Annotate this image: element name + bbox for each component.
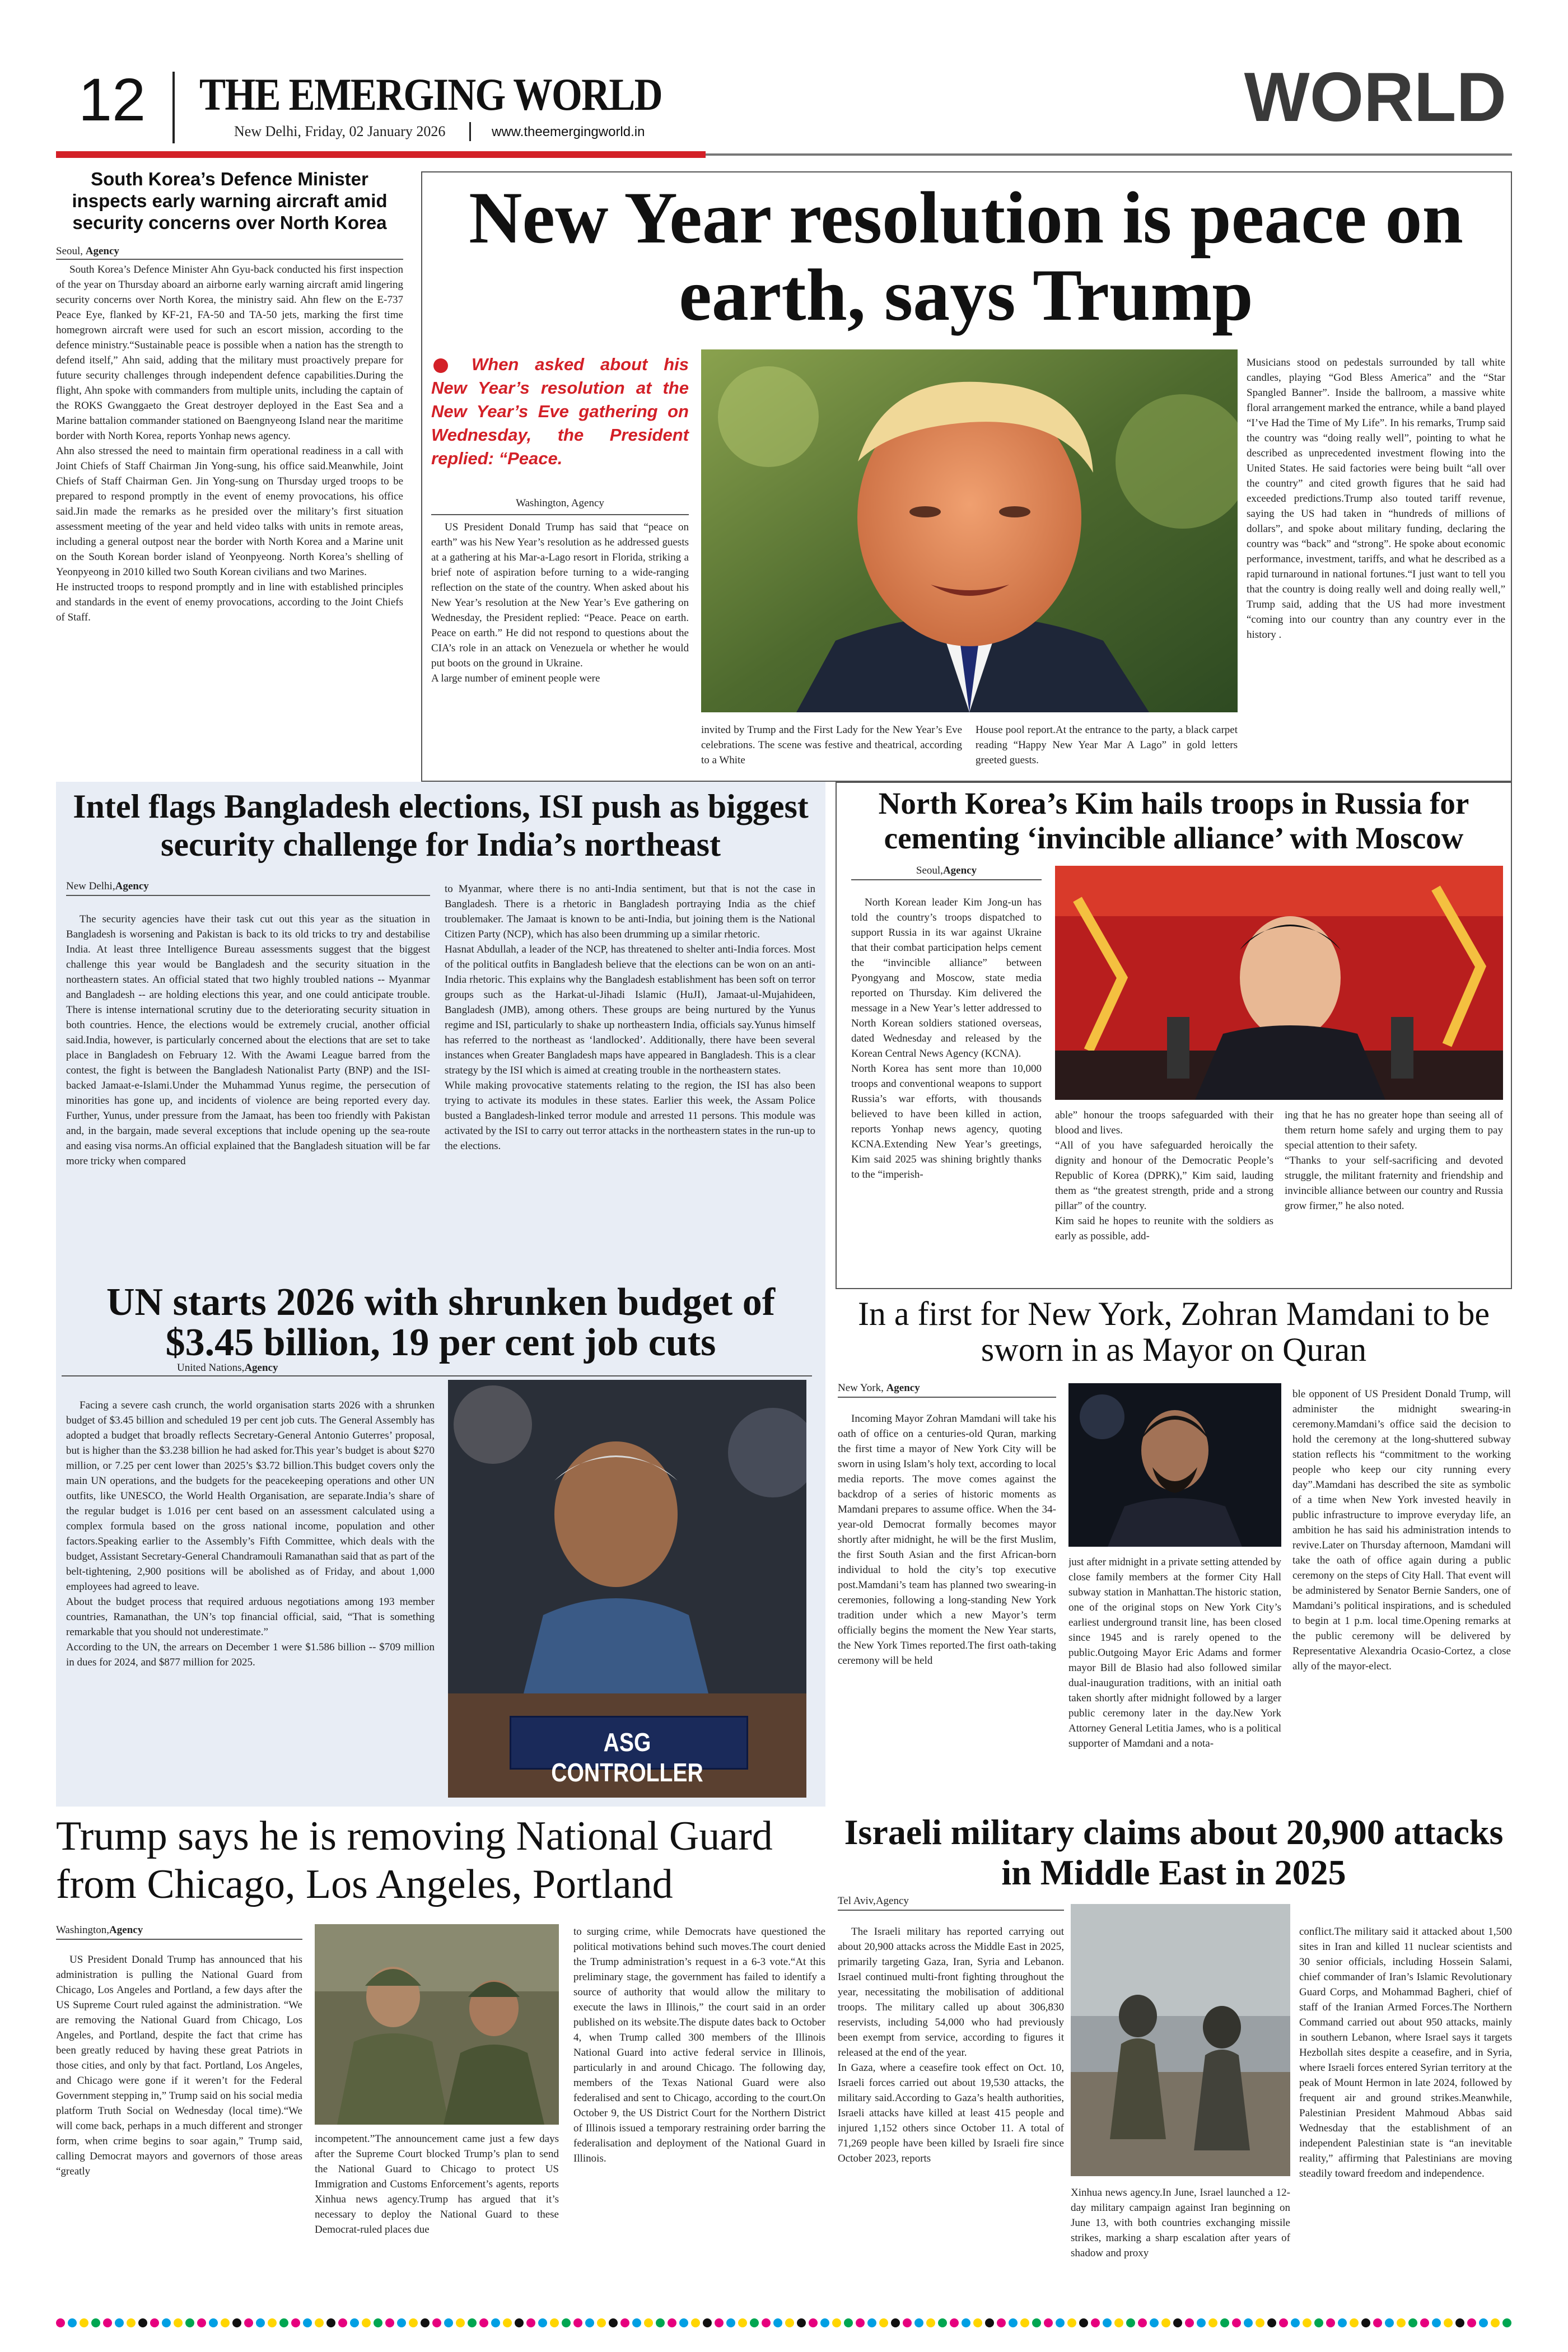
footer-dot xyxy=(1444,2318,1453,2327)
dateline-place: Seoul, xyxy=(916,865,943,876)
footer-dot xyxy=(1091,2318,1100,2327)
footer-dot xyxy=(1361,2318,1370,2327)
lead-body-col4: Musicians stood on pedestals surrounded by tall white candles, playing “God Bless America” and the “Star Spangled Banner”. Inside the ballroom, a massive white floral arrangement marked the entrance, while a band played “I’ve Had the Time of My Life”. In his remarks, Trump said the country was “doing really well”, pointing to what he described as unprecedented investment flowing into the United States. He said factories were being built “all over the country” and cited growth figures that he said had exceeded predictions.Trump also touted tariff revenue, saying the US had taken in “hundreds of millions of dollars”, and spoke about military funding, declaring the country was “back” and “strong”. He spoke about economic performance, investment, tariffs, and what he described as a rapid turnaround in national fortunes.“I just want to tell you that the country is doing really well and doing really well,” Trump said, adding that the US had more investment “coming into our country than any country ever in the history . xyxy=(1247,357,1505,641)
footer-dot xyxy=(832,2318,841,2327)
footer-dot xyxy=(797,2318,806,2327)
footer-dot xyxy=(1126,2318,1135,2327)
footer-dot xyxy=(1303,2318,1312,2327)
dateline-place: United Nations, xyxy=(177,1362,245,1374)
footer-dot xyxy=(221,2318,230,2327)
dateline-agency: Agency xyxy=(115,880,149,892)
footer-dot xyxy=(526,2318,535,2327)
footer-dot xyxy=(315,2318,324,2327)
guard-headline: Trump says he is removing National Guard from Chicago, Los Angeles, Portland xyxy=(56,1813,773,1907)
footer-dot xyxy=(515,2318,524,2327)
footer-dot xyxy=(374,2318,382,2327)
dateline-place: Seoul, xyxy=(56,245,83,257)
guard-body-col1: US President Donald Trump has announced that his administration is pulling the National Guard from Chicago, Los Angeles and Portland, a few days after the US Supreme Court ruled against the administration. “We are removing the National Guard from Chicago, Los Angeles, and Portland, despite the fact that crime has been greatly reduced by having these great Patriots in those cities, and only by that fact. Portland, Los Angeles, and Chicago were gone if it weren’t for the Federal Government stepping in,” Trump said on his social media platform Truth Social on Wednesday (local time).“We will come back, perhaps in a much different and stronger form, when crime begins to soar again,” Trump said, calling Democrat mayors and governors of those areas “greatly xyxy=(56,1954,302,2177)
footer-dot xyxy=(903,2318,912,2327)
dateline-place: Washington, xyxy=(56,1924,110,1936)
footer-dot xyxy=(91,2318,100,2327)
footer-dot xyxy=(914,2318,923,2327)
footer-dot xyxy=(115,2318,124,2327)
kim-dateline-rule xyxy=(851,879,1042,880)
footer-dot xyxy=(538,2318,547,2327)
footer-dot xyxy=(973,2318,982,2327)
footer-dot xyxy=(491,2318,500,2327)
footer-dot xyxy=(362,2318,371,2327)
footer-dot xyxy=(1279,2318,1288,2327)
dateline-place: Tel Aviv, xyxy=(838,1895,876,1907)
footer-dot xyxy=(256,2318,265,2327)
footer-dot xyxy=(1044,2318,1053,2327)
guard-soldiers-image xyxy=(315,1924,559,2125)
footer-dot xyxy=(844,2318,853,2327)
masthead-grey-rule xyxy=(706,153,1512,156)
footer-dot xyxy=(127,2318,136,2327)
page-number: 12 xyxy=(78,66,146,133)
korea-defence-headline: South Korea’s Defence Minister inspects early warning aircraft amid security concerns over North Korea xyxy=(72,169,388,233)
kim-image xyxy=(1055,866,1503,1100)
un-nameplate-caption: ASG CONTROLLER xyxy=(551,1728,703,1787)
masthead-red-bar xyxy=(56,151,706,158)
korea-defence-dateline xyxy=(56,245,119,258)
footer-dot xyxy=(656,2318,665,2327)
footer-dot xyxy=(773,2318,782,2327)
kim-headline: North Korea’s Kim hails troops in Russia for cementing ‘invincible alliance’ with Moscow xyxy=(878,786,1469,855)
mamdani-photo xyxy=(1068,1383,1281,1547)
footer-dot xyxy=(479,2318,488,2327)
footer-dot xyxy=(609,2318,618,2327)
footer-dot xyxy=(938,2318,947,2327)
date-divider xyxy=(469,122,471,141)
footer-dot xyxy=(985,2318,994,2327)
footer-dot xyxy=(456,2318,465,2327)
footer-dot xyxy=(1420,2318,1429,2327)
israel-dateline-rule xyxy=(838,1910,1064,1911)
footer-dot xyxy=(68,2318,77,2327)
footer-dot xyxy=(291,2318,300,2327)
dateline-agency: Agency xyxy=(942,865,977,876)
footer-dot xyxy=(668,2318,676,2327)
footer-dot xyxy=(1350,2318,1359,2327)
lead-body-col1: US President Donald Trump has said that “peace on earth” was his New Year’s resolution as he addressed guests at a gathering at his Mar-a-Lago resort in Florida, striking a brief note of aspiration before turning to a wide-ranging reflection on the state of the country. When asked about his New Year’s resolution at the New Year’s Eve gathering on Wednesday, the President replied: “Peace. Peace on earth. Peace on earth.” He did not respond to questions about the CIA’s role in an attack on Venezuela or whether he would put boots on the ground in Ukraine. A large number of eminent people were xyxy=(431,521,689,684)
footer-dot xyxy=(1467,2318,1476,2327)
footer-dot xyxy=(1267,2318,1276,2327)
footer-dot-strip xyxy=(56,2318,1512,2332)
lead-dateline: Washington, Agency xyxy=(516,497,604,509)
footer-dot xyxy=(762,2318,771,2327)
footer-dot xyxy=(162,2318,171,2327)
footer-dot xyxy=(1056,2318,1065,2327)
footer-dot xyxy=(1161,2318,1170,2327)
mamdani-body-col3: ble opponent of US President Donald Trump, will administer the midnight swearing-in ceremony.Mamdani’s office said the decision to hold the ceremony at the long-shuttered subway station reflects his “commitment to the working people who keep our city running every day”.Mamdani has described the site as symbolic of a time when New York invested heavily in public infrastructure to improve everyday life, an ambition he has said his administration intends to revive.Later on Thursday afternoon, Mamdani will take the oath of office again during a public ceremony on the steps of City Hall. That event will be administered by Senator Bernie Sanders, one of Mamdani’s political inspirations, and is scheduled to begin at 1 p.m. local time.Opening remarks at the public ceremony will be delivered by Representative Alexandria Ocasio-Cortez, a close ally of the mayor-elect. xyxy=(1292,1388,1511,1672)
footer-dot xyxy=(679,2318,688,2327)
mamdani-headline: In a first for New York, Zohran Mamdani to be sworn in as Mayor on Quran xyxy=(857,1295,1490,1368)
bangladesh-dateline xyxy=(66,880,149,893)
footer-dot xyxy=(950,2318,959,2327)
israel-body-col3: conflict.The military said it attacked about 1,500 sites in Iran and killed 11 nuclear scientists and 30 senior officials, including Hossein Salami, chief commander of Iran’s Islamic Revolutionary Guard Corps, and Mohammad Bagheri, chief of staff of the Iranian Armed Forces.The Northern Command carried out about 950 attacks, mainly in southern Lebanon, where Israel says it targets Hezbollah sites despite a ceasefire, and in Syria, where Israeli forces entered Syrian territory at the peak of Mount Hermon in late 2024, followed by frequent air and ground strikes.Meanwhile, Palestinian President Mahmoud Abbas said Wednesday that the establishment of an independent Palestinian state is “an inevitable reality,” affirming that Palestinians are moving steadily toward freedom and independence. xyxy=(1299,1926,1512,2180)
footer-dot xyxy=(1314,2318,1323,2327)
israel-body-col1: The Israeli military has reported carrying out about 20,900 attacks across the Middle East in 2025, primarily targeting Gaza, Iran, Syria and Lebanon. Israel continued multi-front fighting throughout the year, necessitating the mobilisation of additional troops. The military called up about 306,830 reservists, including 54,000 who had previously been exempt from service, according to figures it released at the end of the year. In Gaza, where a ceasefire took effect on Oct. 10, Israeli forces carried out about 19,530 attacks, the military said.According to Gaza’s health authorities, Israeli attacks have killed at least 415 people and injured 1,152 others since October 11. A total of 71,269 people have been killed by Israeli fire since October 2023, reports xyxy=(838,1926,1064,2164)
mamdani-body-col2: just after midnight in a private setting attended by close family members at the former City Hall subway station in Manhattan.The historic station, one of the original stops on New York City’s earliest underground transit line, has been closed since 1945 and is rarely opened to the public.Outgoing Mayor Eric Adams and former mayor Bill de Blasio had also followed similar dual-inauguration traditions, with an initial oath taken shortly after midnight followed by a larger public ceremony later in the day.New York Attorney General Letitia James, who is a political supporter of Mamdani and a nota- xyxy=(1068,1556,1281,1749)
footer-dot xyxy=(103,2318,112,2327)
footer-dot xyxy=(585,2318,594,2327)
footer-dot xyxy=(209,2318,218,2327)
guard-dateline-rule xyxy=(56,1939,302,1940)
un-dateline xyxy=(177,1362,278,1374)
masthead-divider xyxy=(172,72,175,143)
kim-body-col3: ing that he has no greater hope than seeing all of them return home safely and urging them to pay special attention to their safety. “Thanks to your self-sacrificing and devoted struggle, the militant fraternity and friendship and invincible alliance between our country and Russia grow firmer,” he also noted. xyxy=(1285,1109,1503,1212)
kim-dateline xyxy=(851,865,1042,877)
footer-dot xyxy=(738,2318,747,2327)
footer-dot xyxy=(962,2318,970,2327)
dateline-agency: Agency xyxy=(85,245,119,257)
footer-dot xyxy=(715,2318,724,2327)
footer-dot xyxy=(1256,2318,1264,2327)
un-dateline-rule xyxy=(62,1375,812,1376)
footer-dot xyxy=(397,2318,406,2327)
footer-dot xyxy=(1408,2318,1417,2327)
korea-defence-rule xyxy=(56,259,403,260)
dateline-agency: Agency xyxy=(109,1924,143,1936)
footer-dot xyxy=(550,2318,559,2327)
footer-dot xyxy=(1244,2318,1253,2327)
section-label: WORLD xyxy=(1244,59,1506,136)
footer-dot xyxy=(620,2318,629,2327)
footer-dot xyxy=(1032,2318,1041,2327)
footer-dot xyxy=(1103,2318,1112,2327)
kim-body-col1: North Korean leader Kim Jong-un has told the country’s troops dispatched to support Russia in its war against Ukraine that their combat participation helps cement the “invincible alliance” between Pyongyang and Moscow, state media reported on Thursday. Kim delivered the message in a New Year’s letter addressed to North Korean soldiers stationed overseas, dated Wednesday and released by the Korean Central News Agency (KCNA). North Korea has sent more than 10,000 troops and conventional weapons to support Russia’s war efforts, with thousands believed to have been killed in action, reports Yonhap news agency, quoting KCNA.Extending New Year’s greetings, Kim said 2025 was shining brightly thanks to the “imperish- xyxy=(851,897,1042,1180)
israel-body-col2: Xinhua news agency.In June, Israel launched a 12-day military campaign against Iran beginning on June 13, with both countries exchanging missile strikes, marking a sharp escalation after years of shadow and proxy xyxy=(1071,2187,1290,2259)
footer-dot xyxy=(1079,2318,1088,2327)
footer-dot xyxy=(444,2318,453,2327)
footer-dot xyxy=(1220,2318,1229,2327)
footer-dot xyxy=(385,2318,394,2327)
footer-dot xyxy=(703,2318,712,2327)
footer-dot xyxy=(1020,2318,1029,2327)
footer-dot xyxy=(1009,2318,1018,2327)
footer-dot xyxy=(997,2318,1006,2327)
footer-dot xyxy=(632,2318,641,2327)
footer-dot xyxy=(820,2318,829,2327)
footer-dot xyxy=(1067,2318,1076,2327)
footer-dot xyxy=(326,2318,335,2327)
footer-dot xyxy=(174,2318,183,2327)
lead-body-col2: invited by Trump and the First Lady for the New Year’s Eve celebrations. The scene was festive and theatrical, according to a White xyxy=(701,724,962,766)
bangladesh-body-col2: to Myanmar, where there is no anti-India sentiment, but that is not the case in Bangladesh. There is a rhetoric in Bangladesh portraying India as the chief troublemaker. The Jamaat is known to be anti-India, but joining them is the National Citizen Party (NCP), which has also been drumming up a similar rhetoric. Hasnat Abdullah, a leader of the NCP, has threatened to shelter anti-India forces. Most of the political outfits in Bangladesh believe that the elections can be won on an anti-India rhetoric. This explains why the Bangladesh establishment has been soft on terror groups such as the Harkat-ul-Jihadi Islamic (HuJI), Jamaat-ul-Mujahideen, Bangladesh (JMB), among others. These groups are being nurtured by the Yunus regime and ISI, particularly to shake up northeastern India, officials say.Yunus himself has referred to the northeast as ‘landlocked’. Additionally, there have been several instances when Greater Bangladesh maps have appeared in Bangladesh. This is a clear strategy by the ISI which is aimed at creating trouble in the northeastern states. While making provocative statements relating to the region, the ISI has also been trying to activate its modules in these states. Earlier this week, the Assam Police busted a Bangladesh-linked terror module and arrested 11 persons. This module was activated by the ISI to carry out terror attacks in the northeastern states in the run-up to the elections. xyxy=(445,883,815,1152)
footer-dot xyxy=(750,2318,759,2327)
website-link[interactable]: www.theemergingworld.in xyxy=(492,124,645,139)
guard-photo xyxy=(315,1924,559,2125)
footer-dot xyxy=(338,2318,347,2327)
footer-dot xyxy=(409,2318,418,2327)
footer-dot xyxy=(1385,2318,1394,2327)
footer-dot xyxy=(1338,2318,1347,2327)
footer-dot xyxy=(785,2318,794,2327)
footer-dot xyxy=(80,2318,88,2327)
un-photo xyxy=(448,1380,806,1798)
un-body: Facing a severe cash crunch, the world organisation starts 2026 with a shrunken budget of $3.45 billion and scheduled 19 per cent job cuts. The General Assembly has adopted a budget that broadly reflects Secretary-General Antonio Guterres’ proposal, but is higher than the $3.238 billion he had asked for.This year’s budget is about $270 million, or 7.25 per cent lower than 2025’s $3.72 billion.This budget covers only the main UN operations, and the budgets for the peacekeeping operations and other UN outfits, like UNESCO, the World Health Organisation, are separate.India’s share of the regular budget is 1.016 per cent based on an assessment calculated using a complex formula based on the gross national income, population and other factors.Speaking earlier to the Assembly’s Fifth Committee, which deals with the budget, Assistant Secretary-General Chandramouli Ramanathan said that as part of the belt-tightening, 2,900 positions will be abolished as of Friday, and about 1,000 employees had agreed to leave. About the budget process that required arduous negotiations among 193 member countries, Ramanathan, the UN’s top financial official, said, “That is something remarkable that you should not underestimate.” According to the UN, the arrears on December 1 were $1.586 billion -- $709 million in dues for 2024, and $877 million for 2025. xyxy=(66,1399,435,1668)
footer-dot xyxy=(185,2318,194,2327)
dateline-agency: Agency xyxy=(875,1895,909,1907)
lead-body-col3: House pool report.At the entrance to the party, a black carpet reading “Happy New Year Mar A Lago” in gold letters greeted guests. xyxy=(976,724,1238,766)
footer-dot xyxy=(1455,2318,1464,2327)
footer-dot xyxy=(56,2318,65,2327)
lead-headline: New Year resolution is peace on earth, says Trump xyxy=(469,176,1463,336)
footer-dot xyxy=(1173,2318,1182,2327)
footer-dot xyxy=(1479,2318,1488,2327)
footer-dot xyxy=(644,2318,653,2327)
footer-dot xyxy=(867,2318,876,2327)
issue-date: New Delhi, Friday, 02 January 2026 xyxy=(234,123,446,139)
paper-name: THE EMERGING WORLD xyxy=(199,69,662,120)
footer-dot xyxy=(691,2318,700,2327)
guard-body-col3: to surging crime, while Democrats have questioned the political motivations behind such moves.The court denied the Trump administration’s request in a 6-3 vote.“At this preliminary stage, the government has failed to identify a source of authority that would allow the military to execute the laws in Illinois,” the court said in an order published on its website.The dispute dates back to October 4, when Trump called 300 members of the Illinois National Guard into active federal service in Illinois, particularly in and around Chicago. The following day, members of the Texas National Guard were also federalised and sent to Chicago, according to the court.On October 9, the US District Court for the Northern District of Illinois issued a temporary restraining order barring the federalisation and deployment of the National Guard in Illinois. xyxy=(573,1926,825,2164)
footer-dot xyxy=(421,2318,430,2327)
lead-dateline-rule xyxy=(431,514,689,515)
dateline-agency: Agency xyxy=(244,1362,278,1374)
footer-dot xyxy=(926,2318,935,2327)
footer-dot xyxy=(468,2318,477,2327)
footer-dot xyxy=(1432,2318,1441,2327)
footer-dot xyxy=(562,2318,571,2327)
footer-dot xyxy=(244,2318,253,2327)
footer-dot xyxy=(279,2318,288,2327)
mamdani-image xyxy=(1068,1383,1281,1547)
footer-dot xyxy=(503,2318,512,2327)
footer-dot xyxy=(1491,2318,1500,2327)
israel-soldiers-image xyxy=(1071,1904,1290,2176)
bangladesh-headline: Intel flags Bangladesh elections, ISI push as biggest security challenge for India’s northeast xyxy=(73,788,809,863)
dateline-place: New Delhi, xyxy=(66,880,115,892)
israel-dateline xyxy=(838,1895,909,1907)
footer-dot xyxy=(1150,2318,1159,2327)
lead-pullquote: When asked about his New Year’s resolution at the New Year’s Eve gathering on Wednesday, the President replied: “Peace. xyxy=(431,354,689,468)
footer-dot xyxy=(809,2318,818,2327)
mamdani-dateline-rule xyxy=(838,1397,1056,1398)
israel-photo xyxy=(1071,1904,1290,2176)
mamdani-body-col1: Incoming Mayor Zohran Mamdani will take his oath of office on a centuries-old Quran, marking the first time a mayor of New York City will be sworn in using Islam’s holy text, according to local media reports. The move comes against the backdrop of a series of historic moments as Mamdani prepares to assume office. When the 34-year-old Democrat formally becomes mayor shortly after midnight, he will be the first Muslim, the first South Asian and the first African-born individual to hold the city’s top executive post.Mamdani’s team has planned two swearing-in ceremonies, following a long-standing New York tradition under which a new Mayor’s term officially begins the moment the New Year starts, the New York Times reported.The first oath-taking ceremony will be held xyxy=(838,1413,1056,1667)
dateline-place: New York, xyxy=(838,1382,884,1394)
footer-dot xyxy=(150,2318,159,2327)
footer-dot xyxy=(1291,2318,1300,2327)
footer-dot xyxy=(856,2318,865,2327)
bangladesh-body-col1: The security agencies have their task cut out this year as the situation in Bangladesh is worsening and Pakistan is back to its old tricks to try and destabilise India. At least three Intelligence Bureau assessments suggest that the biggest challenge this year would be Bangladesh and the security situation in the northeastern states. An official stated that two highly troubled nations -- Myanmar and Bangladesh -- are holding elections this year, and one could anticipate trouble. There is intense international scrutiny due to the deteriorating security situation in both countries. Hence, the elections would be extremely crucial, another official said.India, however, is particularly concerned about the elections that are set to take place in Bangladesh on February 12. With the Awami League barred from the contest, the fight is between the Bangladesh Nationalist Party (BNP) and the ISI-backed Jamaat-e-Islami.Under the Muhammad Yunus regime, the persecution of minorities has gone up, and incidents of violence are being reported every day. Further, Yunus, under pressure from the Jamaat, has been too friendly with Pakistan and, in the bargain, made several exceptions that include opening up the sea-route and easing visa norms.An official explained that the Bangladesh situation will be far more tricky when compared xyxy=(66,913,430,1167)
guard-dateline xyxy=(56,1924,143,1936)
trump-portrait-image xyxy=(701,349,1238,712)
footer-dot xyxy=(350,2318,359,2327)
dateline-agency: Agency xyxy=(886,1382,920,1394)
footer-dot xyxy=(1232,2318,1241,2327)
footer-dot xyxy=(1502,2318,1511,2327)
footer-dot xyxy=(879,2318,888,2327)
bangladesh-rule xyxy=(66,895,430,896)
footer-dot xyxy=(1373,2318,1382,2327)
un-headline: UN starts 2026 with shrunken budget of $3.45 billion, 19 per cent job cuts xyxy=(106,1281,776,1364)
guard-body-col2: incompetent.”The announcement came just a few days after the Supreme Court blocked Trump’s plan to send the National Guard to Chicago to protect US Immigration and Customs Enforcement’s agents, reports Xinhua news agency.Trump has argued that it’s necessary to deploy the National Guard to these Democrat-ruled places due xyxy=(315,2133,559,2236)
korea-defence-body: South Korea’s Defence Minister Ahn Gyu-back conducted his first inspection of the year on Thursday aboard an airborne early warning aircraft amid lingering security concerns over North Korea, the ministry said. Ahn flew on the E-737 Peace Eye, flanked by KF-21, FA-50 and TA-50 jets, marking the first time homegrown aircraft were used for such an escort mission, according to the defence ministry.“Sustainable peace is possible when a nation has the strength to defend itself,” Ahn said, adding that the military must proactively prepare for future security challenges through independent defence capabilities.During the flight, Ahn spoke with commanders from multiple units, including the captain of the ROKS Gwanggaeto the Great destroyer deployed in the East Sea and a Marine battalion commander stationed on Baengnyeong Island near the maritime border with North Korea, reports Yonhap news agency. Ahn also stressed the need to maintain firm operational readiness in a call with Joint Chiefs of Staff Chairman Jin Yong-sung, his office said.Meanwhile, Joint Chiefs of Staff Chairman Gen. Jin Yong-sung on Thursday urged troops to be prepared to respond promptly in the event of enemy provocations, his office said.Jin made the remarks as he presided over the military’s first situation assessment meeting of the year and held video talks with units in remote areas, including a general outpost near the border with North Korea and a Marine unit on the South Korean border island of Yeonpyeong. North Korea’s shelling of Yeonpyeong in 2010 killed two South Korean civilians and two Marines. He instructed troops to respond promptly and in line with established principles and standards in the event of enemy provocations, according to the Joint Chiefs of Staff. xyxy=(56,264,403,623)
footer-dot xyxy=(138,2318,147,2327)
footer-dot xyxy=(891,2318,900,2327)
footer-dot xyxy=(232,2318,241,2327)
kim-photo xyxy=(1055,866,1503,1100)
footer-dot xyxy=(432,2318,441,2327)
footer-dot xyxy=(573,2318,582,2327)
footer-dot xyxy=(303,2318,312,2327)
footer-dot xyxy=(268,2318,277,2327)
footer-dot xyxy=(1397,2318,1406,2327)
footer-dot xyxy=(1197,2318,1206,2327)
footer-dot xyxy=(1185,2318,1194,2327)
trump-photo xyxy=(701,349,1238,712)
footer-dot xyxy=(1208,2318,1217,2327)
footer-dot xyxy=(1114,2318,1123,2327)
footer-dot xyxy=(197,2318,206,2327)
kim-body-col2: able” honour the troops safeguarded with their blood and lives. “All of you have safeguarded heroically the dignity and honour of the Democratic People’s Republic of Korea (DPRK),” Kim said, lauding them as “the greatest strength, pride and a strong pillar” of the country. Kim said he hopes to reunite with the soldiers as early as possible, add- xyxy=(1055,1109,1273,1242)
footer-dot xyxy=(1326,2318,1335,2327)
footer-dot xyxy=(726,2318,735,2327)
israel-headline: Israeli military claims about 20,900 attacks in Middle East in 2025 xyxy=(844,1812,1504,1892)
mamdani-dateline xyxy=(838,1382,920,1394)
footer-dot xyxy=(1138,2318,1147,2327)
footer-dot xyxy=(597,2318,606,2327)
